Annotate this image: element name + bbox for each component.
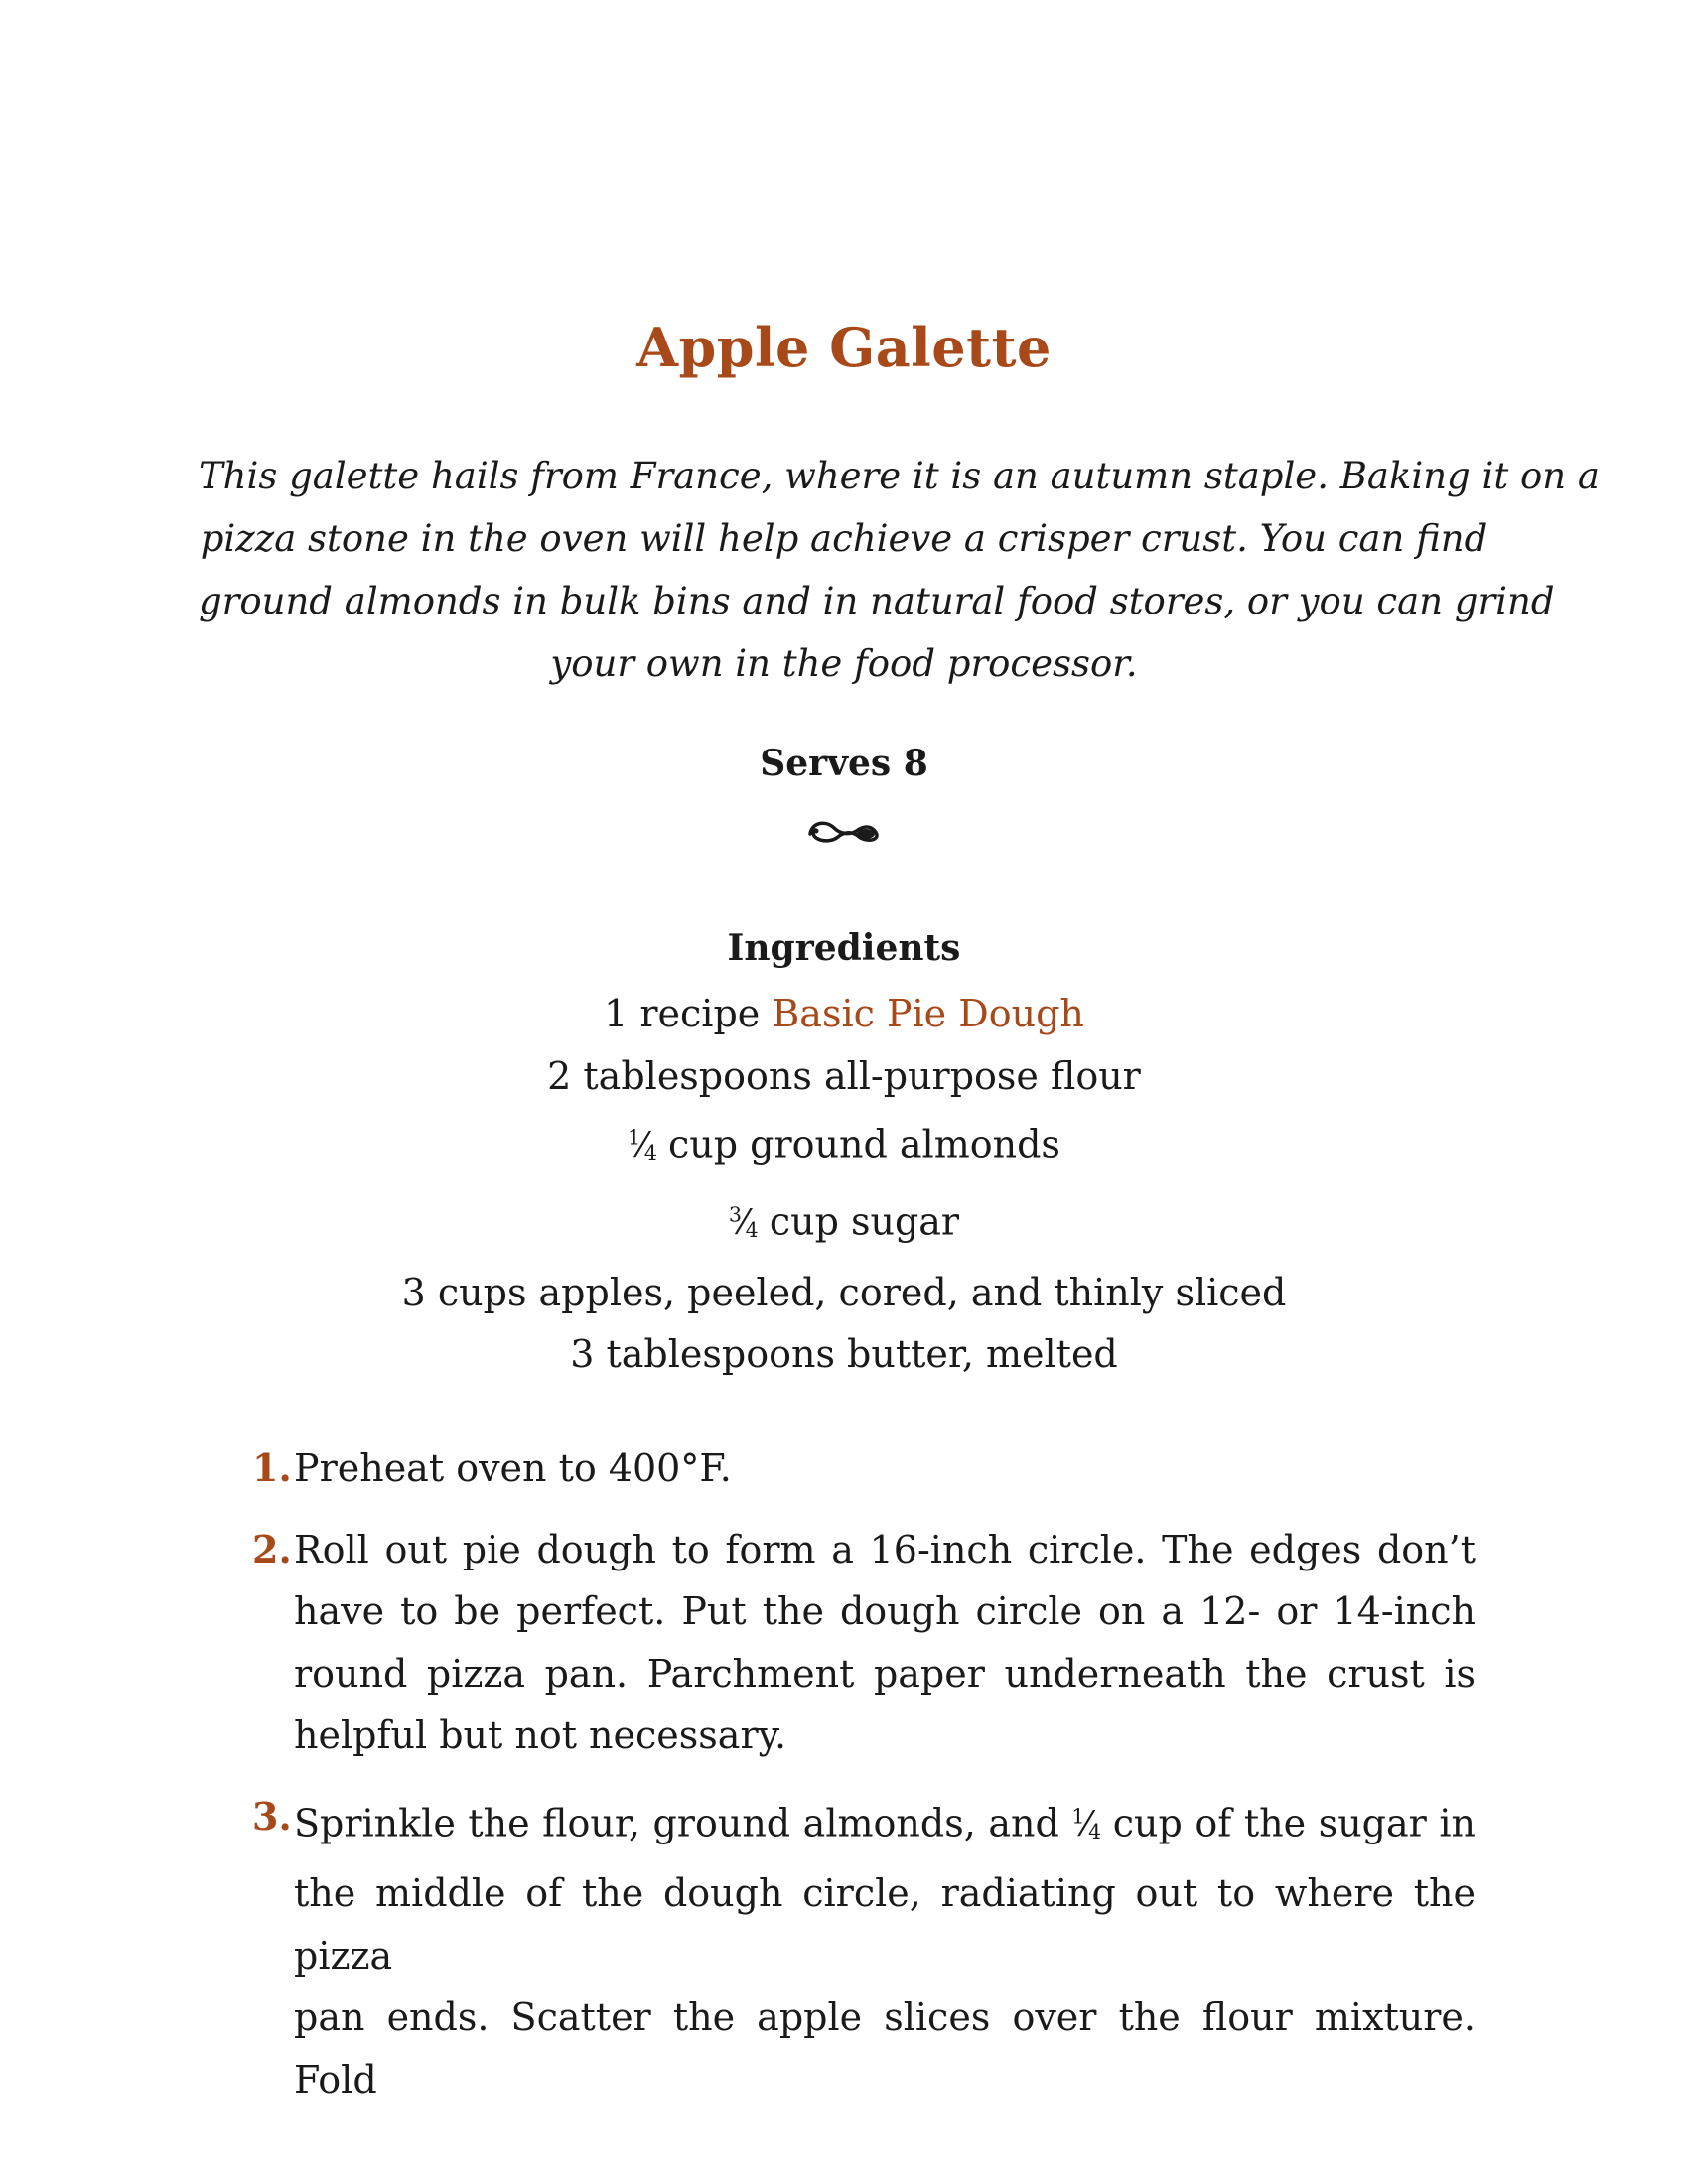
step-line: helpful but not necessary. bbox=[294, 1713, 787, 1757]
recipe-intro bbox=[199, 445, 1600, 695]
fraction: $^1⁄_4$ bbox=[1071, 1804, 1101, 1844]
fraction: $^3⁄_4$ bbox=[728, 1202, 758, 1244]
ingredient-text: cup ground almonds bbox=[655, 1122, 1060, 1166]
intro-line: ground almonds in bulk bins and in natural food stores, or you can grind bbox=[199, 580, 1555, 622]
recipe-title: Apple Galette bbox=[636, 316, 1052, 379]
step-line: have to be perfect. Put the dough circle on a 12- or 14-inch bbox=[294, 1589, 1476, 1633]
step-line: round pizza pan. Parchment paper underneath the crust is bbox=[294, 1651, 1476, 1696]
ingredient-text: 1 recipe bbox=[604, 992, 773, 1035]
step-3 bbox=[248, 1786, 1476, 2112]
flourish-ornament-icon bbox=[804, 812, 884, 848]
intro-line: pizza stone in the oven will help achieve a crisper crust. You can find bbox=[200, 517, 1488, 560]
step-2 bbox=[248, 1519, 1476, 1767]
step-1 bbox=[248, 1437, 1476, 1500]
ingredients-list bbox=[0, 983, 1688, 1386]
fraction: $^1⁄_4$ bbox=[628, 1126, 656, 1166]
ingredient-text: cup sugar bbox=[757, 1199, 960, 1244]
intro-line: your own in the food processor. bbox=[550, 642, 1138, 685]
basic-pie-dough-link[interactable]: Basic Pie Dough bbox=[772, 992, 1084, 1035]
ingredient-item: 3 cups apples, peeled, cored, and thinly sliced bbox=[401, 1270, 1287, 1314]
ingredient-item bbox=[0, 1107, 1688, 1184]
ingredient-item: 2 tablespoons all-purpose flour bbox=[547, 1053, 1141, 1098]
step-line: Roll out pie dough to form a 16-inch circle. The edges don’t bbox=[294, 1527, 1476, 1571]
ingredient-item bbox=[0, 1184, 1688, 1262]
serves-label: Serves 8 bbox=[760, 743, 928, 784]
step-line: pan ends. Scatter the apple slices over the flour mixture. Fold bbox=[294, 1995, 1476, 2102]
directions-list bbox=[248, 1437, 1476, 2129]
step-line: Preheat oven to 400°F. bbox=[294, 1446, 732, 1490]
step-line: the middle of the dough circle, radiating out to where the pizza bbox=[294, 1871, 1476, 1978]
step-line: Sprinkle the flour, ground almonds, and $^1⁄_4$ cup of the sugar in bbox=[294, 1800, 1476, 1844]
ingredient-item: 3 tablespoons butter, melted bbox=[570, 1332, 1118, 1377]
step-number: 1. bbox=[252, 1445, 292, 1490]
step-number: 2. bbox=[252, 1526, 292, 1571]
ingredients-heading: Ingredients bbox=[727, 927, 961, 969]
step-number: 3. bbox=[252, 1793, 292, 1839]
intro-line: This galette hails from France, where it is an autumn staple. Baking it on a bbox=[199, 455, 1600, 497]
ingredient-item bbox=[0, 983, 1688, 1045]
